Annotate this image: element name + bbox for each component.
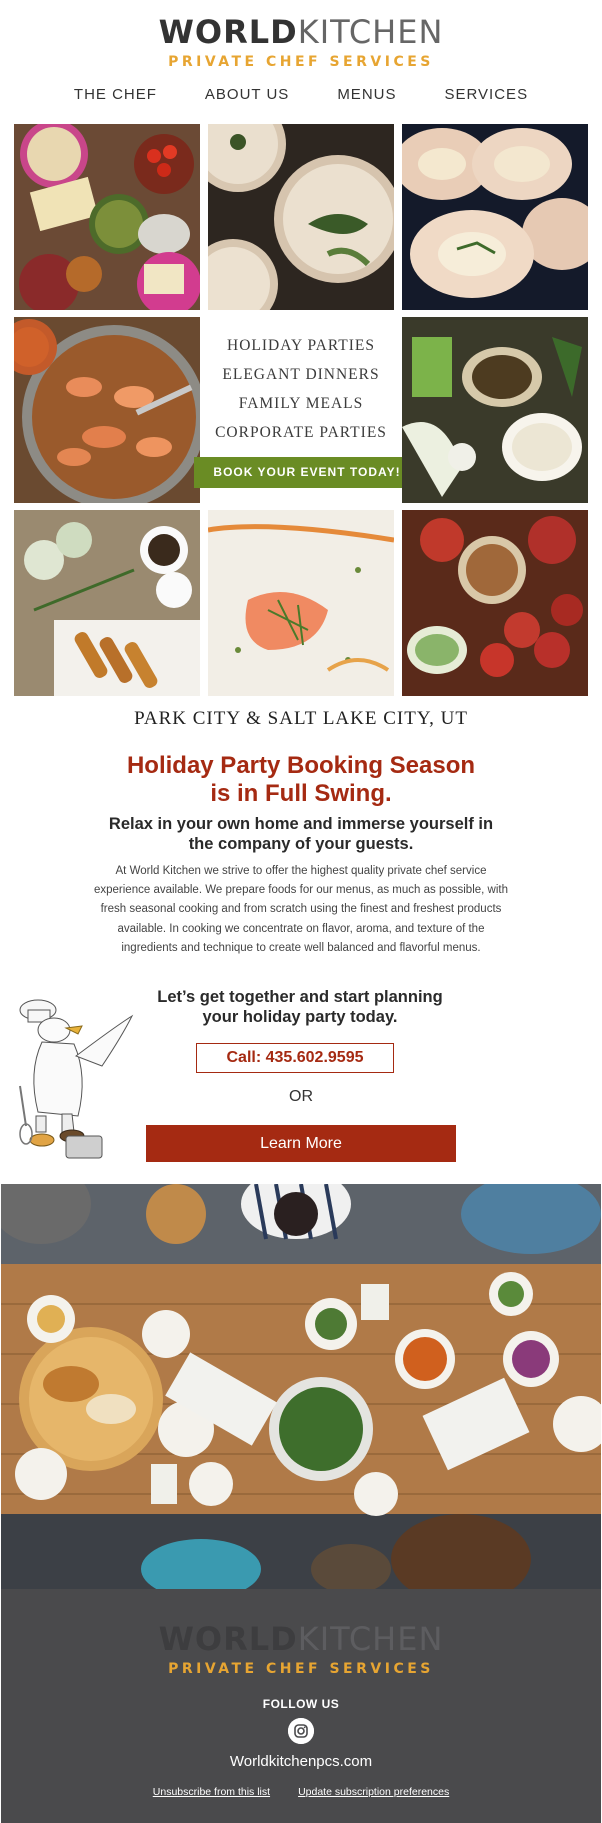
logo-tagline: PRIVATE CHEF SERVICES — [168, 54, 434, 70]
photo-dinner-table — [1, 1184, 601, 1589]
chef-duck-illustration — [6, 996, 136, 1166]
occasion-item: HOLIDAY PARTIES — [227, 337, 375, 354]
cta-line: Let’s get together and start planning — [157, 988, 443, 1006]
location-heading: PARK CITY & SALT LAKE CITY, UT — [134, 708, 468, 729]
or-divider: OR — [289, 1088, 313, 1105]
occasions-list — [208, 317, 394, 447]
footer-logo[interactable] — [1, 1621, 601, 1677]
footer-links — [1, 1786, 601, 1798]
unsubscribe-link[interactable]: Unsubscribe from this list — [152, 1786, 271, 1798]
photo-rambutan — [402, 510, 588, 696]
photo-scallops — [402, 124, 588, 310]
subheading-line: Relax in your own home and immerse yourself in — [108, 815, 494, 833]
logo-wordmark — [0, 14, 602, 50]
footer — [1, 1589, 601, 1823]
main-nav — [0, 86, 602, 103]
nav-services[interactable]: SERVICES — [444, 86, 529, 103]
photo-salmon-dish — [208, 510, 394, 696]
headline — [0, 752, 602, 808]
logo-world: WORLD — [158, 13, 298, 51]
update-preferences-link[interactable]: Update subscription preferences — [298, 1786, 450, 1798]
footer-logo-world: WORLD — [158, 1620, 298, 1658]
website-link[interactable]: Worldkitchenpcs.com — [229, 1753, 373, 1770]
occasion-item: FAMILY MEALS — [238, 395, 364, 412]
call-button[interactable]: Call: 435.602.9595 — [196, 1043, 394, 1073]
subheading-line: the company of your guests. — [188, 835, 414, 853]
photo-grid — [14, 124, 588, 696]
headline-line: Holiday Party Booking Season — [126, 752, 476, 779]
photo-charcuterie — [14, 124, 200, 310]
footer-logo-wordmark — [1, 1621, 601, 1657]
headline-line: is in Full Swing. — [210, 780, 392, 807]
photo-shrimp-pan — [14, 317, 200, 503]
learn-more-button[interactable]: Learn More — [146, 1125, 456, 1162]
nav-about-us[interactable]: ABOUT US — [204, 86, 290, 103]
occasion-item: CORPORATE PARTIES — [215, 424, 387, 441]
photo-vegetables-dips — [402, 317, 588, 503]
intro-paragraph: At World Kitchen we strive to offer the highest quality private chef service experience available. We prepare foods for our menus, as much as possible, with fresh seasonal cooking and from scratch using the finest and freshest products available. In cooking we concentrate on flavor, aroma, and texture of the ingredients and technique to create well balanced and flavorful menus. — [93, 865, 508, 954]
instagram-icon[interactable] — [288, 1718, 314, 1744]
header — [0, 0, 602, 120]
nav-menus[interactable]: MENUS — [337, 86, 397, 103]
footer-logo-kitchen: KITCHEN — [297, 1620, 444, 1658]
footer-logo-tagline: PRIVATE CHEF SERVICES — [168, 1661, 434, 1677]
book-event-button[interactable]: BOOK YOUR EVENT TODAY! — [194, 457, 420, 488]
follow-us-label: FOLLOW US — [262, 1697, 340, 1711]
nav-the-chef[interactable]: THE CHEF — [73, 86, 157, 103]
photo-spring-rolls — [14, 510, 200, 696]
logo-kitchen: KITCHEN — [297, 13, 444, 51]
cta-heading — [130, 987, 470, 1027]
photo-plated-dishes — [208, 124, 394, 310]
cta-line: your holiday party today. — [202, 1008, 398, 1026]
occasions-panel — [208, 317, 401, 503]
occasion-item: ELEGANT DINNERS — [222, 366, 380, 383]
logo[interactable] — [0, 14, 602, 70]
subheading — [0, 814, 602, 854]
